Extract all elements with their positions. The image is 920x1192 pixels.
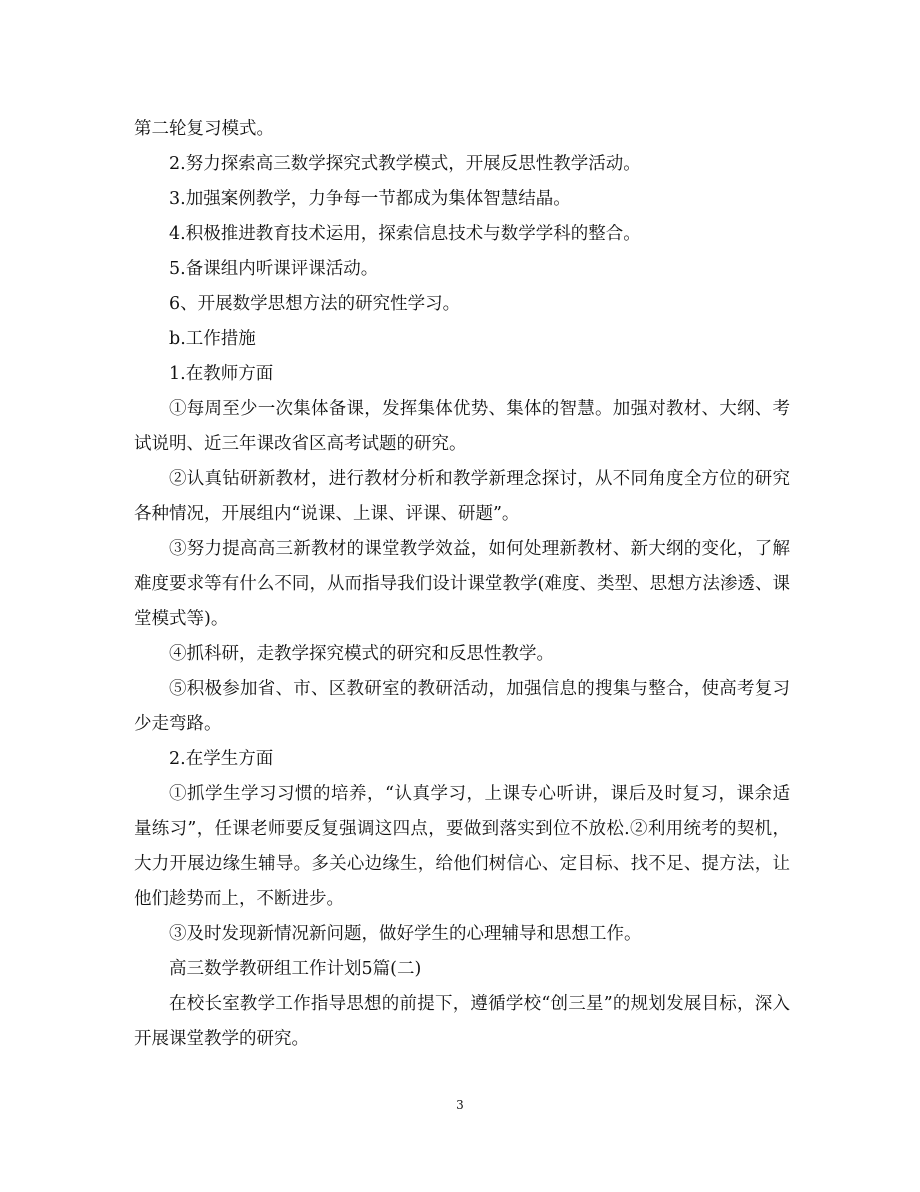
paragraph: ①每周至少一次集体备课，发挥集体优势、集体的智慧。加强对教材、大纲、考试说明、近三年课改省区高考试题的研究。 bbox=[134, 399, 790, 454]
paragraph: ③及时发现新情况新问题，做好学生的心理辅导和思想工作。 bbox=[169, 924, 642, 944]
paragraph: ⑤积极参加省、市、区教研室的教研活动，加强信息的搜集与整合，使高考复习少走弯路。 bbox=[134, 679, 790, 734]
paragraph: ②认真钻研新教材，进行教材分析和教学新理念探讨，从不同角度全方位的研究各种情况，开展组内“说课、上课、评课、研题”。 bbox=[134, 469, 790, 524]
paragraph: ①抓学生学习习惯的培养，“认真学习，上课专心听讲，课后及时复习，课余适量练习”，任课老师要反复强调这四点，要做到落实到位不放松.②利用统考的契机，大力开展边缘生辅导。多关心边缘生，给他们树信心、定目标、找不足、提方法，让他们趁势而上，不断进步。 bbox=[134, 784, 790, 909]
document-body bbox=[134, 112, 790, 1057]
paragraph: 4.积极推进教育技术运用，探索信息技术与数学学科的整合。 bbox=[169, 224, 641, 244]
paragraph: 6、开展数学思想方法的研究性学习。 bbox=[169, 294, 461, 314]
document-subtitle: 高三数学教研组工作计划5篇(二) bbox=[169, 959, 422, 979]
subsection-heading: 2.在学生方面 bbox=[169, 749, 274, 769]
paragraph: 在校长室教学工作指导思想的前提下，遵循学校“创三星”的规划发展目标，深入开展课堂教学的研究。 bbox=[134, 994, 790, 1049]
paragraph: ③努力提高高三新教材的课堂教学效益，如何处理新教材、新大纲的变化，了解难度要求等有什么不同，从而指导我们设计课堂教学(难度、类型、思想方法渗透、课堂模式等)。 bbox=[134, 539, 790, 629]
paragraph: 2.努力探索高三数学探究式教学模式，开展反思性教学活动。 bbox=[169, 154, 641, 174]
paragraph: 第二轮复习模式。 bbox=[134, 119, 274, 139]
section-heading: b.工作措施 bbox=[169, 329, 256, 349]
paragraph: ④抓科研，走教学探究模式的研究和反思性教学。 bbox=[169, 644, 554, 664]
paragraph: 3.加强案例教学，力争每一节都成为集体智慧结晶。 bbox=[169, 189, 571, 209]
subsection-heading: 1.在教师方面 bbox=[169, 364, 274, 384]
page-number: 3 bbox=[456, 1098, 464, 1112]
paragraph: 5.备课组内听课评课活动。 bbox=[169, 259, 379, 279]
